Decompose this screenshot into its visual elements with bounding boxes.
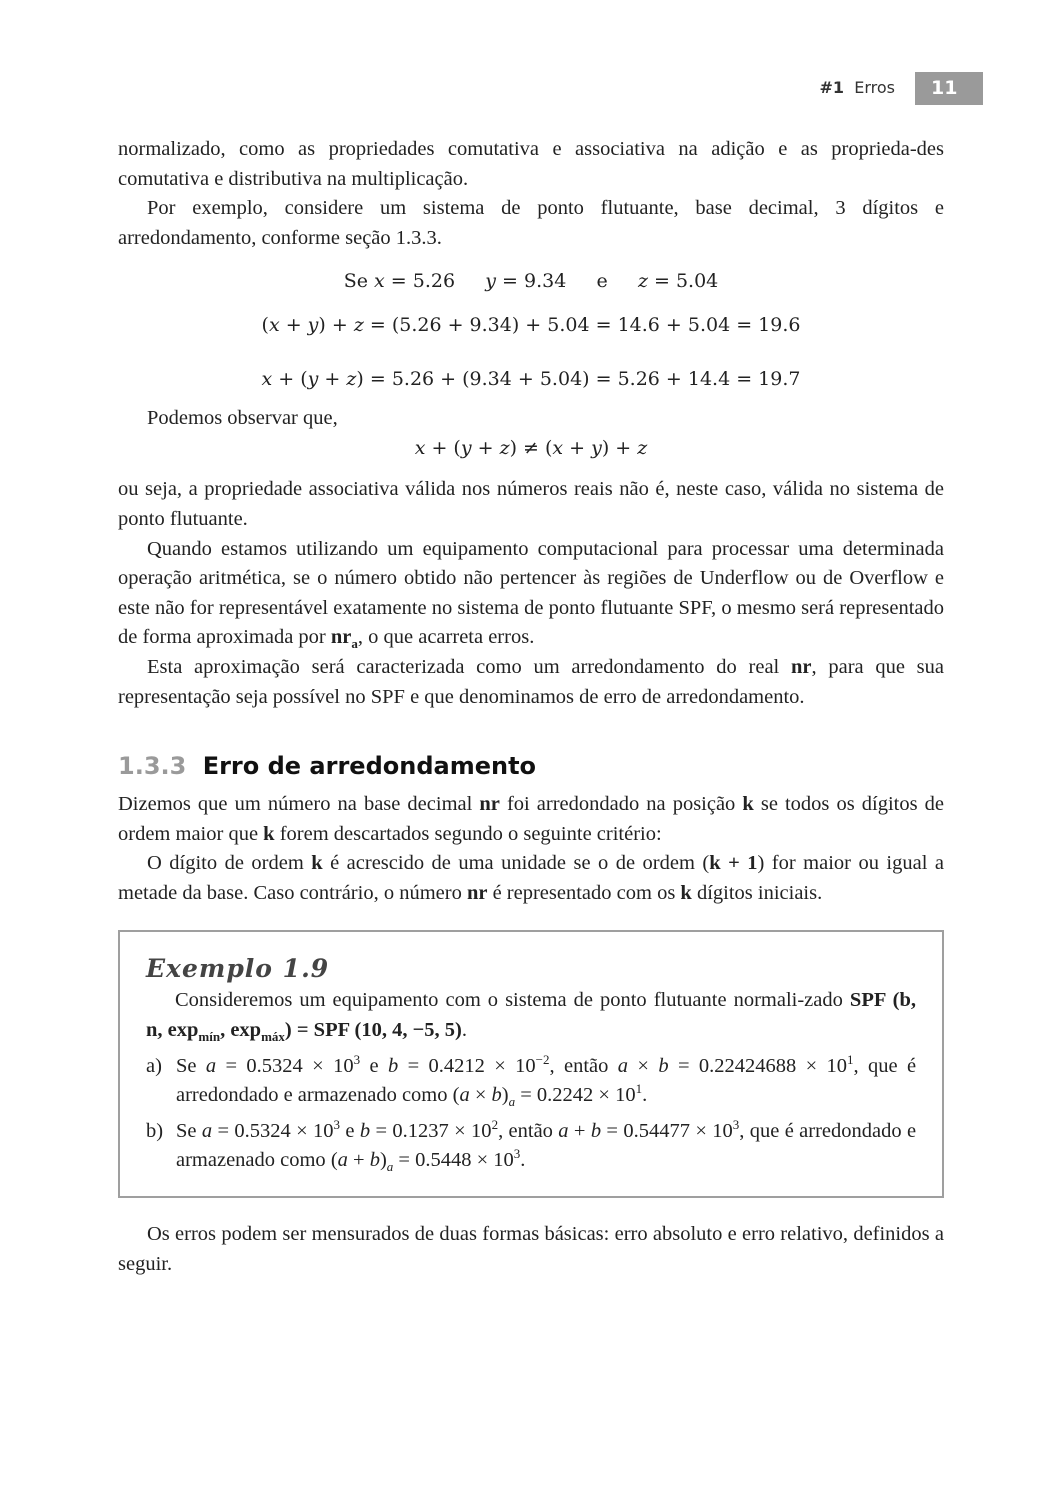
- paragraph: ou seja, a propriedade associativa válida nos números reais não é, neste caso, válida no sistema de ponto flutuante.: [118, 478, 944, 530]
- paragraph: Dizemos que um número na base decimal nr foi arredondado na posição k se todos os dígitos de ordem maior que k forem descartados segundo o seguinte critério:: [118, 793, 944, 845]
- example-intro: Consideremos um equipamento com o sistema de ponto flutuante normali-zado SPF (b, n, $\exp_{mín}$, $\exp_{máx}$) = SPF (10, 4, −5, 5).: [146, 989, 916, 1045]
- equation-right-assoc: x + (y + z) = 5.26 + (9.34 + 5.04) = 5.26 + 14.4 = 19.7: [261, 367, 801, 390]
- section-title: Erro de arredondamento: [202, 752, 537, 781]
- equation-left-assoc: (x + y) + z = (5.26 + 9.34) + 5.04 = 14.6 + 5.04 = 19.6: [261, 313, 801, 336]
- section-heading: [118, 750, 944, 782]
- page-content: [118, 135, 944, 1279]
- example-item-b: b) Se $a = 0.5324 \times 10^3$ e $b = 0.1237 \times 10^2$, então $a + b = 0.54477 \times 10^3$, que é arredondado e armazenado como $(a + b)_a = 0.5448 \times 10^3$.: [146, 1117, 917, 1175]
- paragraph: Esta aproximação será caracterizada como um arredondamento do real nr, para que sua representação seja possível no SPF e que denominamos de erro de arredondamento.: [118, 655, 945, 708]
- equation-values: Se x = 5.26 y = 9.34 e z = 5.04: [343, 270, 719, 293]
- paragraph: Por exemplo, considere um sistema de ponto flutuante, base decimal, 3 dígitos e arredondamento, conforme seção 1.3.3.: [118, 197, 944, 249]
- section-number: 1.3.3: [118, 752, 187, 781]
- running-header: [780, 76, 895, 100]
- equation-inequality: x + (y + z) ≠ (x + y) + z: [414, 436, 648, 459]
- example-item-a: a) Se $a = 0.5324 \times 10^3$ e $b = 0.4212 \times 10^{-2}$, então $a \times b = 0.22424688 \times 10^1$, que é arredondado e armazenado como $(a \times b)_a = 0.2242 \times 10^1$.: [146, 1051, 917, 1110]
- closing-paragraph: Os erros podem ser mensurados de duas formas básicas: erro absoluto e erro relativo, definidos a seguir.: [118, 1223, 944, 1275]
- chapter-name: Erros: [854, 78, 895, 97]
- example-title: Exemplo 1.9: [146, 954, 330, 984]
- page-number: 11: [915, 72, 983, 105]
- paragraph: Quando estamos utilizando um equipamento computacional para processar uma determinada operação aritmética, se o número obtido não pertencer às regiões de Underflow ou de Overflow e este não for representável exatamente no sistema de ponto flutuante SPF, o mesmo será representado de forma aproximada por $nr_a$, o que acarreta erros.: [118, 537, 944, 652]
- example-box: [118, 930, 944, 1198]
- paragraph: normalizado, como as propriedades comutativa e associativa na adição e as proprieda-des comutativa e distributiva na multiplicação.: [118, 138, 944, 190]
- chapter-number: #1: [819, 78, 845, 97]
- paragraph: Podemos observar que,: [147, 407, 338, 430]
- paragraph: O dígito de ordem k é acrescido de uma unidade se o de ordem (k + 1) for maior ou igual a metade da base. Caso contrário, o número nr é representado com os k dígitos iniciais.: [118, 852, 944, 904]
